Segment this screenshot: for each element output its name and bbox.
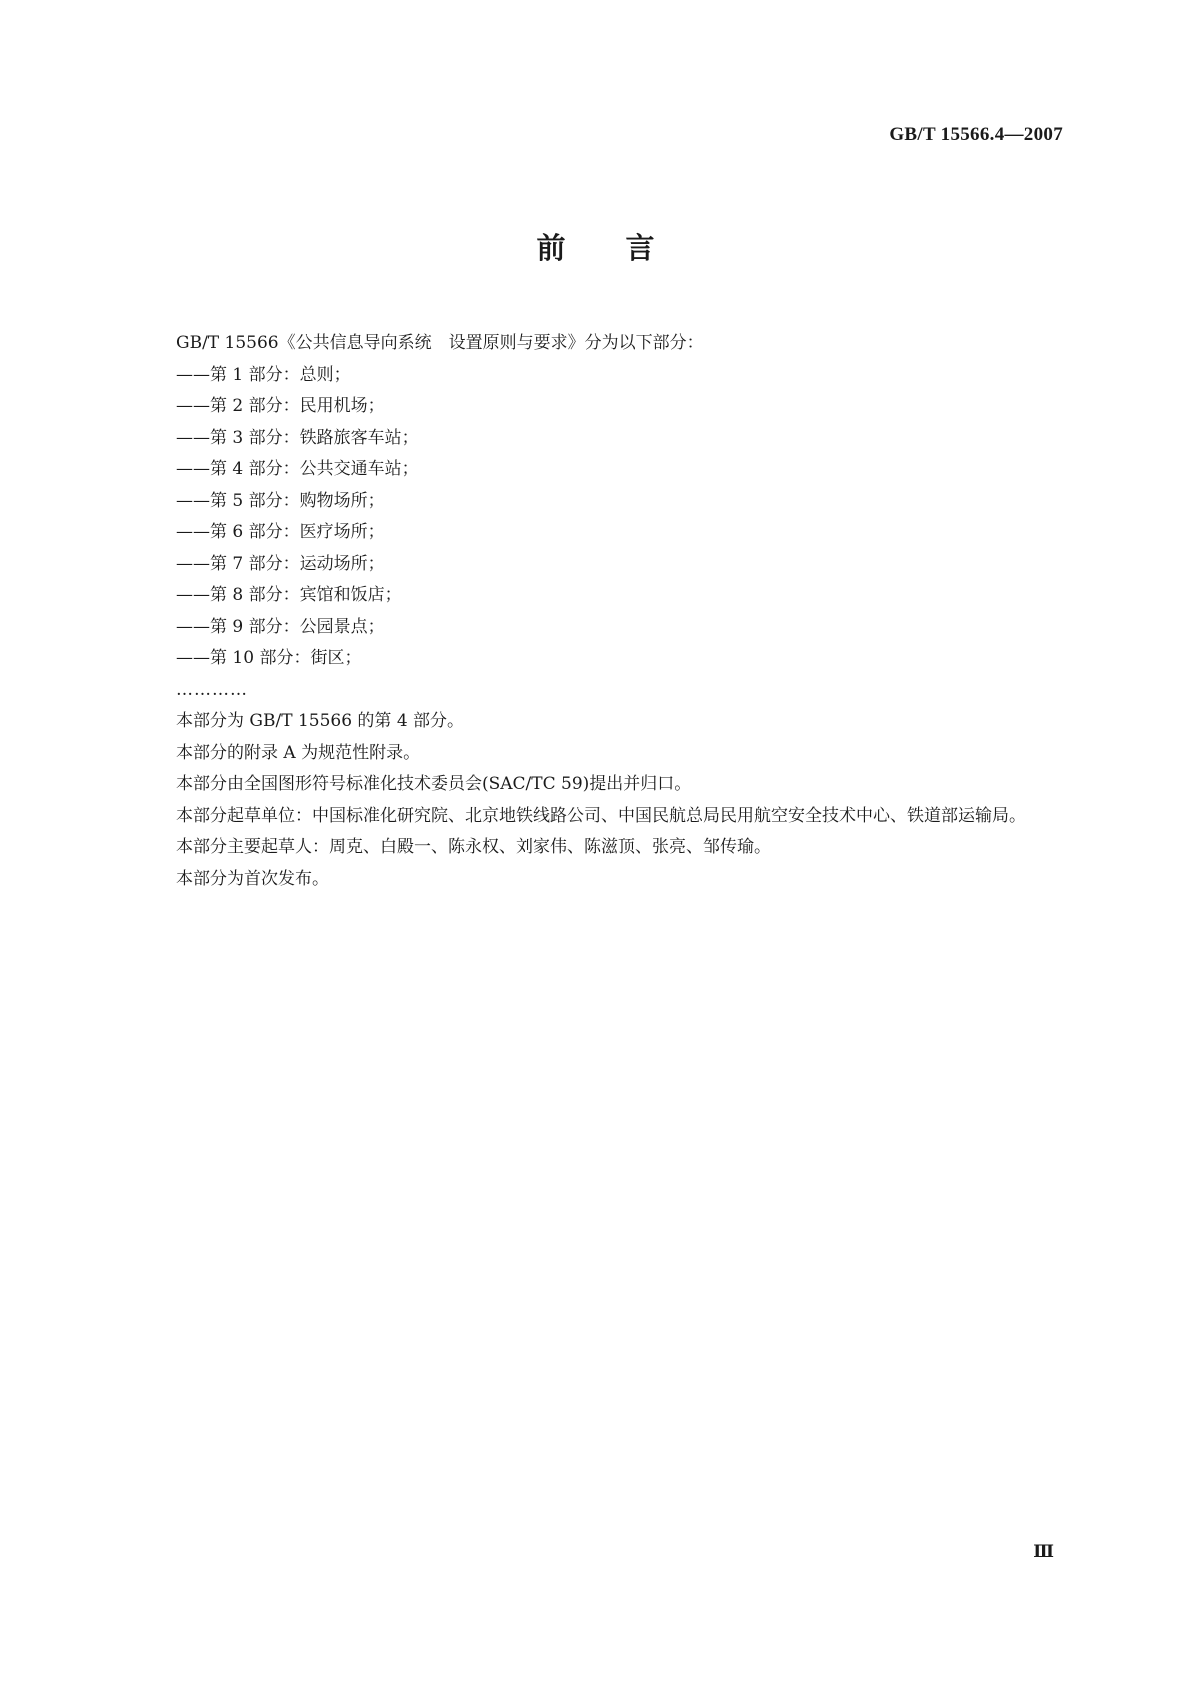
statement-drafting-units: 本部分起草单位：中国标准化研究院、北京地铁线路公司、中国民航总局民用航空安全技术中心、铁道部运输局。 <box>176 805 1026 826</box>
part-list-item: ——第 5 部分：购物场所； <box>176 490 385 511</box>
part-list-item: ——第 10 部分：街区； <box>176 648 362 668</box>
document-code: GB/T 15566.4—2007 <box>889 124 1063 145</box>
part-list-item: ——第 3 部分：铁路旅客车站； <box>176 427 419 448</box>
statement-part-number: 本部分为 GB/T 15566 的第 4 部分。 <box>176 711 465 731</box>
part-list-item: ——第 2 部分：民用机场； <box>176 396 385 416</box>
intro-paragraph: GB/T 15566《公共信息导向系统 设置原则与要求》分为以下部分： <box>176 333 704 353</box>
page-title <box>0 228 1191 268</box>
statement-annex: 本部分的附录 A 为规范性附录。 <box>176 742 421 763</box>
part-list-item: ——第 8 部分：宾馆和饭店； <box>176 585 402 605</box>
statement-committee: 本部分由全国图形符号标准化技术委员会(SAC/TC 59)提出并归口。 <box>176 774 692 794</box>
page-number: Ⅲ <box>1033 1542 1054 1561</box>
part-list-item: ——第 6 部分：医疗场所； <box>176 522 385 542</box>
title-char-1: 前 <box>536 231 566 265</box>
title-char-2: 言 <box>625 231 655 265</box>
part-list-item: ——第 7 部分：运动场所； <box>176 553 385 574</box>
part-list-item: ——第 4 部分：公共交通车站； <box>176 459 419 479</box>
ellipsis-line: ………… <box>176 679 248 700</box>
part-list-item: ——第 9 部分：公园景点； <box>176 616 385 637</box>
foreword-body <box>120 328 1060 895</box>
statement-first-issue: 本部分为首次发布。 <box>176 868 329 889</box>
statement-drafters: 本部分主要起草人：周克、白殿一、陈永权、刘家伟、陈滋顶、张亮、邹传瑜。 <box>176 837 771 857</box>
part-list-item: ——第 1 部分：总则； <box>176 364 351 385</box>
